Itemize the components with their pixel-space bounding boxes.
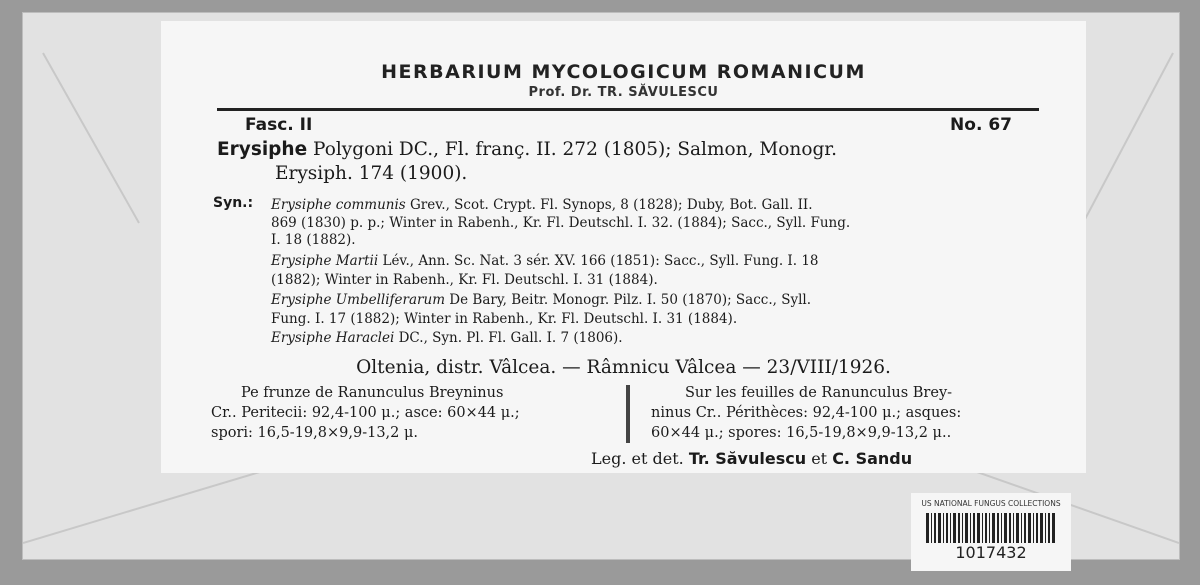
collection-locality: Oltenia, distr. Vâlcea. — Râmnicu Vâlcea — 23/VIII/1926. — [356, 357, 891, 378]
herbarium-subtitle: Prof. Dr. TR. SĂVULESCU — [528, 85, 719, 100]
barcode-header: US NATIONAL FUNGUS COLLECTIONS — [921, 499, 1061, 508]
specimen-label — [161, 21, 1086, 473]
header-divider — [217, 108, 1039, 111]
taxon-genus: Erysiphe — [217, 139, 308, 160]
french-description: Sur les feuilles de Ranunculus Brey- ninus Cr.. Périthèces: 92,4-100 μ.; asques: 60×44 μ.; spores: 16,5-19,8×9,9-13,2 μ.. — [651, 385, 962, 441]
synonym-line: Erysiphe Haraclei DC., Syn. Pl. Fl. Gall. I. 7 (1806). — [271, 330, 623, 346]
herbarium-title: HERBARIUM MYCOLOGICUM ROMANICUM — [381, 61, 866, 83]
taxon-citation: Polygoni DC., Fl. franç. II. 272 (1805); Salmon, Monogr. — [307, 139, 838, 160]
synonym-line: Erysiphe communis Grev., Scot. Crypt. Fl. Synops, 8 (1828); Duby, Bot. Gall. II. — [271, 197, 813, 213]
column-divider — [626, 385, 630, 443]
catalog-number: 1017432 — [955, 543, 1027, 562]
specimen-number: No. 67 — [950, 115, 1012, 135]
barcode-label — [911, 493, 1071, 571]
romanian-description: Pe frunze de Ranunculus Breyninus Cr.. Peritecii: 92,4-100 μ.; asce: 60×44 μ.; spori: 16,5-19,8×9,9-13,2 μ. — [211, 385, 520, 441]
taxon-citation-continued: Erysiph. 174 (1900). — [275, 163, 468, 184]
synonym-line: Fung. I. 17 (1882); Winter in Rabenh., Kr. Fl. Deutschl. I. 31 (1884). — [271, 311, 738, 327]
synonym-line: 869 (1830) p. p.; Winter in Rabenh., Kr. Fl. Deutschl. I. 32. (1884); Sacc., Syll. Fung. — [271, 215, 851, 231]
synonym-line: Erysiphe Umbelliferarum De Bary, Beitr. Monogr. Pilz. I. 50 (1870); Sacc., Syll. — [271, 292, 812, 308]
barcode-icon — [926, 513, 1056, 543]
synonym-line: Erysiphe Martii Lév., Ann. Sc. Nat. 3 sér. XV. 166 (1851): Sacc., Syll. Fung. I. 18 — [271, 253, 819, 269]
synonym-line: I. 18 (1882). — [271, 232, 356, 248]
fascicle-number: Fasc. II — [245, 115, 313, 135]
synonymy-label: Syn.: — [213, 195, 254, 211]
collector-line: Leg. et det. Tr. Săvulescu et C. Sandu — [591, 449, 913, 468]
taxon-name — [217, 139, 837, 160]
synonym-line: (1882); Winter in Rabenh., Kr. Fl. Deutschl. I. 31 (1884). — [271, 272, 658, 288]
herbarium-envelope — [22, 12, 1180, 560]
